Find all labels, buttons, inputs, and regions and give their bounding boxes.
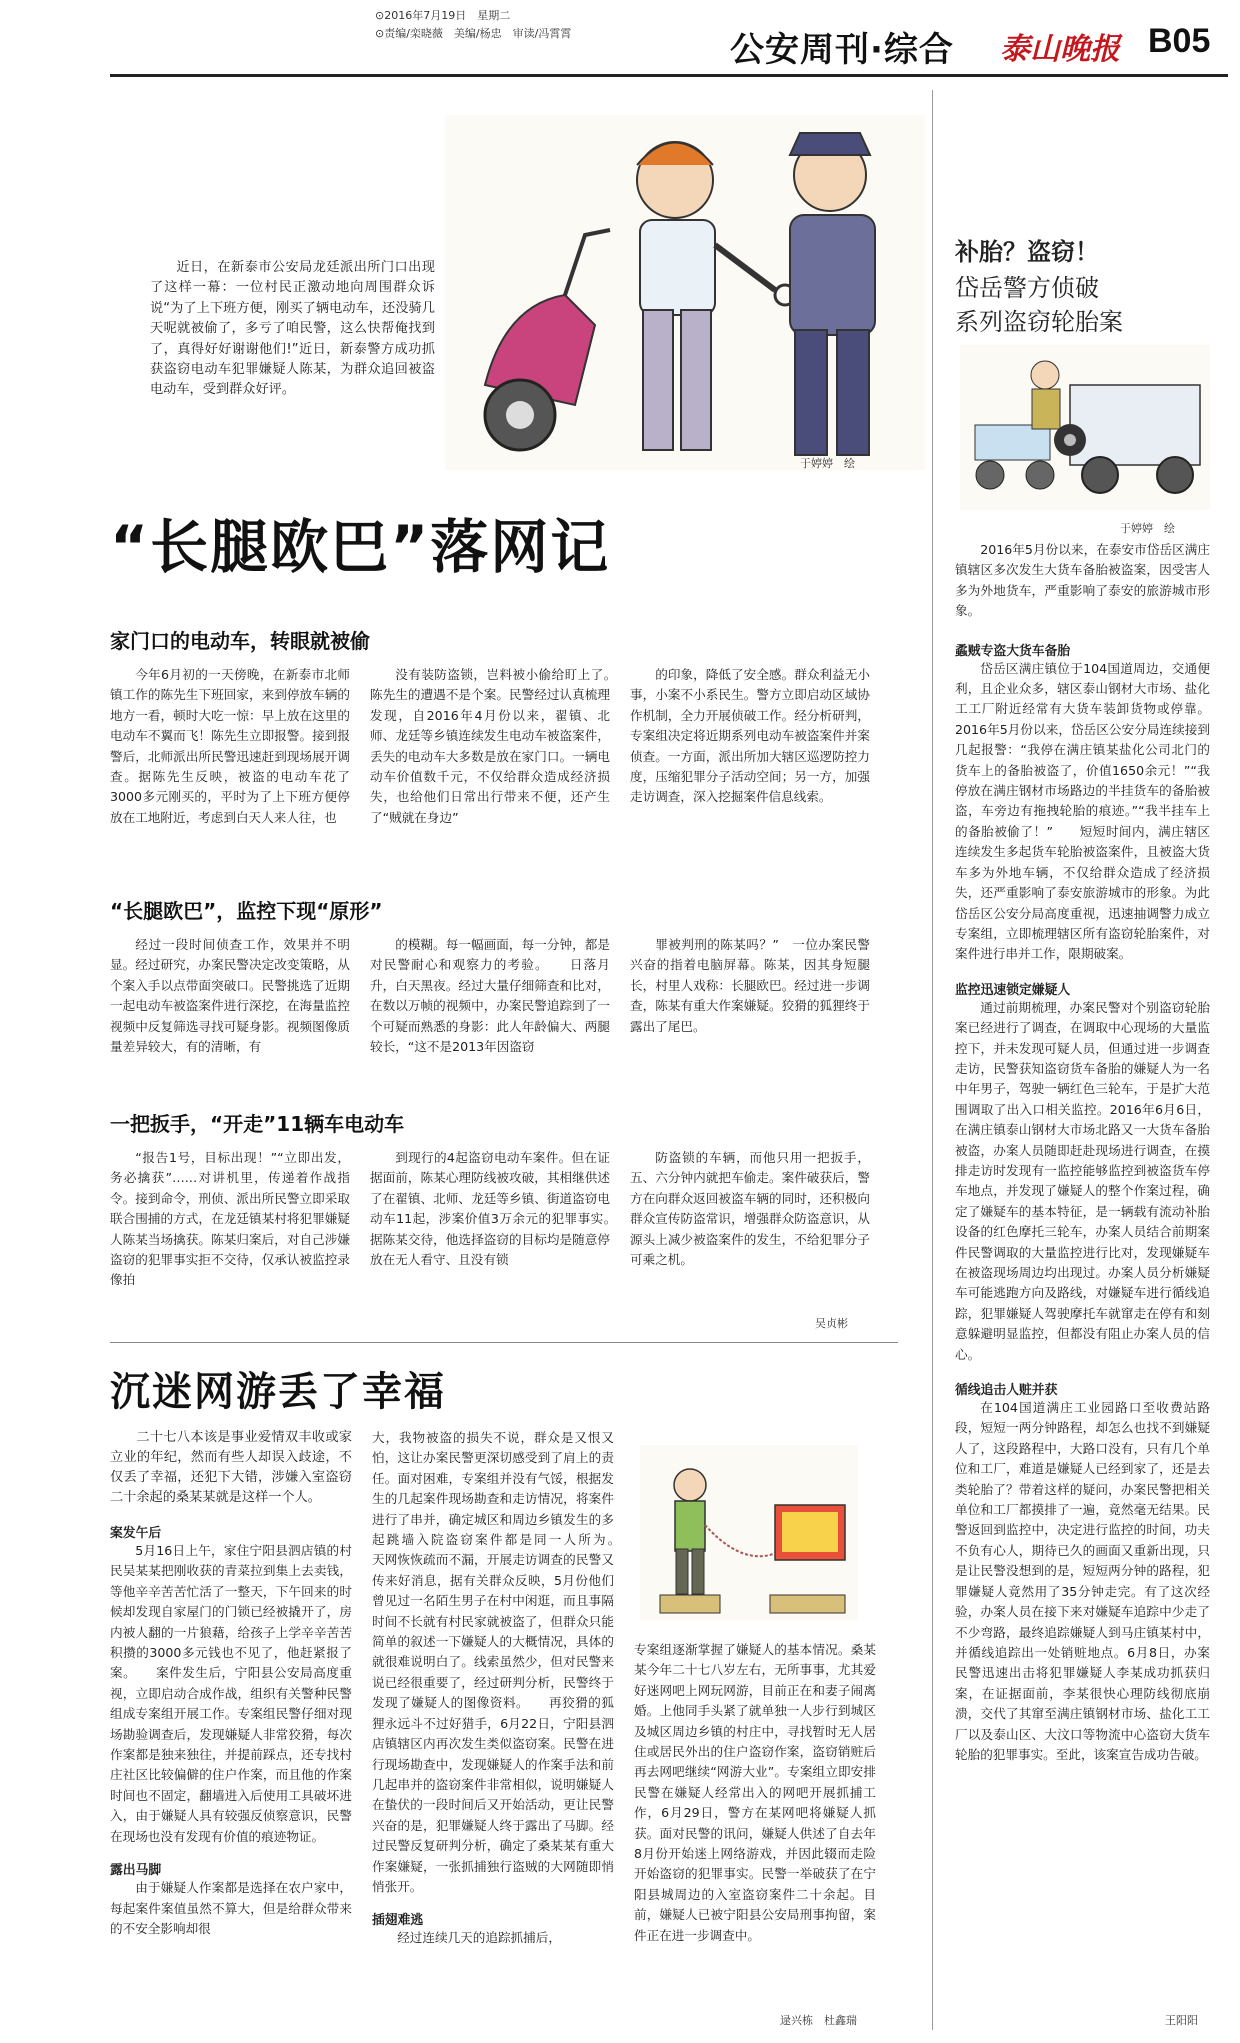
story1-section2-heading: “长腿欧巴”，监控下现“原形” — [110, 899, 383, 923]
story1-section1-heading: 家门口的电动车，转眼就被偷 — [110, 629, 370, 653]
story-divider — [110, 1342, 898, 1343]
story1-s2-col2: 的模糊。每一幅画面，每一分钟，都是对民警耐心和观察力的考验。 日落月升，白天黑夜。经过大量仔细筛查和比对，在数以万帧的视频中，办案民警追踪到了一个可疑而熟悉的身影：此人年龄偏大、两腿较长，“这不是2013年因盗窃 — [370, 937, 610, 1055]
newspaper-logo: 泰山晚报 — [1000, 32, 1120, 67]
story3-col3-text: 专案组逐渐掌握了嫌疑人的基本情况。桑某某今年二十七八岁左右，无所事事，尤其爱好迷网吧上网玩网游，目前正在和妻子闹离婚。上他同手头紧了就单独一人步行到城区及城区周边乡镇的村庄中，寻找暂时无人居住或居民外出的住户盗窃作案，盗窃销赃后再去网吧继续“网游大业”。专案组立即安排民警在嫌疑人经常出入的网吧开展抓捕工作，6月29日，警方在某网吧将嫌疑人抓获。面对民警的讯问，嫌疑人供述了自去年8月份开始迷上网络游戏，并因此辍而走险开始盗窃的犯罪事实。民警一举破获了在宁阳县城周边的入室盗窃案件二十余起。目前，嫌疑人已被宁阳县公安局刑事拘留，案件正在进一步调查中。 — [634, 1642, 876, 1943]
story1-section3-heading: 一把扳手，“开走”11辆车电动车 — [110, 1112, 405, 1136]
story1-s3-col3: 防盗锁的车辆，而他只用一把扳手，五、六分钟内就把车偷走。案件破获后，警方在向群众返回被盗车辆的同时，还积极向群众宣传防盗常识，增强群众防盗意识，从源头上减少被盗案件的发生，不给犯罪分子可乘之机。 — [630, 1150, 870, 1268]
column-divider — [932, 90, 933, 2030]
story1-s1-col3: 的印象，降低了安全感。群众利益无小事，小案不小系民生。警方立即启动区域协作机制，全力开展侦破工作。经分析研判，专案组决定将近期系列电动车被盗案件并案侦查。一方面，派出所加大辖区巡逻防控力度，压缩犯罪分子活动空间；另一方，加强走访调查，深入挖掘案件信息线索。 — [630, 667, 870, 805]
story3-s2-heading: 露出马脚 — [110, 1863, 162, 1879]
story1-s2-col3: 罪被判刑的陈某吗？” 一位办案民警兴奋的指着电脑屏幕。陈某，因其身短腿长，村里人戏称：长腿欧巴。经过进一步调查，陈某有重大作案嫌疑。狡猾的狐狸终于露出了尾巴。 — [630, 937, 870, 1034]
header-rule — [110, 74, 1228, 77]
story2-s2-heading: 监控迅速锁定嫌疑人 — [955, 982, 1071, 998]
page-number: B05 — [1148, 22, 1211, 60]
section-title: 公安周刊·综合 — [730, 30, 954, 70]
story2-subtitle-1: 岱岳警方侦破 — [955, 274, 1099, 302]
story3-s1-text: 5月16日上午，家住宁阳县泗店镇的村民吴某某把刚收获的青菜拉到集上去卖钱，等他辛辛苦苦忙活了一整天，下午回来的时候却发现自家屋门的门锁已经被撬开了，房内被人翻的一片狼藉，给孩子上学辛辛苦苦积攒的3000多元钱也不见了，他赶紧报了案。 案件发生后，宁阳县公安局高度重视，立即启动合成作战，组织有关警种民警组成专案组开展工作。专案组民警仔细对现场勘验调查后，发现嫌疑人非常狡猾，每次作案都是独来独往，并提前踩点，还专找村庄社区比较偏僻的住户作案，而且他的作案时间也不固定，翻墙进入后使用工具破坏进入，由于嫌疑人具有较强反侦察意识，民警在现场也没有发现有价值的痕迹物证。 — [110, 1543, 352, 1844]
story1-s1-col1: 今年6月初的一天傍晚，在新泰市北师镇工作的陈先生下班回家，来到停放车辆的地方一看，顿时大吃一惊：早上放在这里的电动车不翼而飞！陈先生立即报警。接到报警后，北师派出所民警迅速赶到现场展开调查。据陈先生反映，被盗的电动车花了3000多元刚买的，平时为了上下班方便停放在工地附近，考虑到白天人来人往，也 — [110, 667, 350, 825]
story1-intro: 近日，在新泰市公安局龙廷派出所门口出现了这样一幕：一位村民正激动地向周围群众诉说“为了上下班方便，刚买了辆电动车，还没骑几天呢就被偷了，多亏了咱民警，这么快帮俺找到了，真得好好谢谢他们!”近日，新泰警方成功抓获盗窃电动车犯罪嫌疑人陈某，为群众追回被盗电动车，受到群众好评。 — [150, 260, 435, 398]
story3-s3-heading: 插翅难逃 — [372, 1913, 424, 1929]
story2-s1-heading: 蟊贼专盗大货车备胎 — [955, 643, 1071, 659]
editors-line: ⊙责编/栾晓薇 美编/杨忠 审读/冯霄霄 — [375, 27, 572, 40]
story1-s1-col2: 没有装防盗锁，岂料被小偷给盯上了。 陈先生的遭遇不是个案。民警经过认真梳理发现，自2016年4月份以来，翟镇、北师、龙廷等乡镇连续发生电动车被盗案件，丢失的电动车大多数是放在家门口。一辆电动车价值数千元，不仅给群众造成经济损失，也给他们日常出行带来不便，还产生了“贼就在身边” — [370, 667, 636, 825]
story3-s2-text: 由于嫌疑人作案都是选择在农户家中，每起案件案值虽然不算大，但是给群众带来的不安全影响却很 — [110, 1880, 352, 1936]
story2-subtitle-2: 系列盗窃轮胎案 — [955, 308, 1123, 336]
story3-title: 沉迷网游丢了幸福 — [110, 1369, 446, 1415]
story3-col2-text: 大，我物被盗的损失不说，群众是又恨又怕，这让办案民警更深切感受到了肩上的责任。面对困难，专案组并没有气馁，根据发生的几起案件现场勘查和走访情况，将案件进行了串并，确定城区和周边乡镇发生的多起跳墙入院盗窃案件都是同一人所为。 天网恢恢疏而不漏，开展走访调查的民警又传来好消息，据有关群众反映，5月份他们曾见过一名陌生男子在村中闲逛，而且事隔时间不长就有村民家就被盗了，但群众只能简单的叙述一下嫌疑人的大概情况，具体的就很难说明白了。线索虽然少，但对民警来说已经很重要了，经过研判分析，民警终于发现了嫌疑人的图像资料。 再狡猾的狐狸永远斗不过好猎手，6月22日，宁阳县泗店镇辖区内再次发生类似盗窃案。民警在进行现场勘查中，发现嫌疑人的作案手法和前几起串并的盗窃案件非常相似，说明嫌疑人在蛰伏的一段时间后又开始活动，更让民警兴奋的是，犯罪嫌疑人终于露出了马脚。经过民警反复研判分析，确定了桑某某有重大作案嫌疑，一张抓捕独行盗贼的大网随即悄悄张开。 — [372, 1430, 640, 1894]
issue-date: ⊙2016年7月19日 星期二 — [375, 9, 511, 22]
story2-illustration — [960, 345, 1210, 510]
story3-s3-text: 经过连续几天的追踪抓捕后， — [397, 1930, 561, 1946]
story1-s2-col1: 经过一段时间侦查工作，效果并不明显。经过研究，办案民警决定改变策略，从个案入手以点带面突破口。民警挑选了近期一起电动车被盗案件进行深挖，在海量监控视频中反复筛选寻找可疑身影。视频图像质量差异较大，有的清晰，有 — [110, 937, 350, 1055]
story2-s3-heading: 循线追击人赃并获 — [955, 1383, 1058, 1399]
computer-screen-icon — [770, 1505, 845, 1613]
story3-s1-heading: 案发午后 — [110, 1526, 162, 1541]
story1-illustration — [445, 115, 925, 470]
story1-s3-col1: “报告1号，目标出现！”“立即出发，务必擒获”……对讲机里，传递着作战指令。接到命令，刑侦、派出所民警立即采取联合围捕的方式，在龙廷镇某村将犯罪嫌疑人陈某当场擒获。陈某归案后，对自己涉嫌盗窃的犯罪事实拒不交待，仅承认被监控录像拍 — [110, 1150, 350, 1288]
story2-s3-text: 在104国道满庄工业园路口至收费站路段，短短一两分钟路程，却怎么也找不到嫌疑人了，这段路程中，大路口没有，只有几个单位和工厂，难道是嫌疑人已经到家了，还是去类轮胎了？带着这样的疑问，办案民警把相关单位和工厂都摸排了一遍，竟然毫无结果。民警返回到监控中，决定进行监控的时间，功夫不负有心人，期待已久的画面又重新出现，只是让民警没想到的是，短短两分钟的路程，犯罪嫌疑人竟然用了35分钟走完。有了这次经验，办案人员在接下来对嫌疑车追踪中少走了不少弯路，最终追踪嫌疑人到马庄镇某村中，并循线追踪出一处销赃地点。6月8日，办案民警迅速出击将犯罪嫌疑人李某成功抓获归案，在证据面前，李某很快心理防线彻底崩溃，交代了其窜至满庄镇钢材市场、盐化工工厂以及泰山区、大汶口等物流中心盗窃大货车轮胎的犯罪事实。至此，该案宣告成功告破。 — [955, 1400, 1210, 1762]
story1-byline: 吴贞彬 — [815, 1317, 848, 1330]
story3-byline: 逯兴栋 杜鑫瑞 — [780, 2014, 857, 2027]
story1-s3-col2: 到现行的4起盗窃电动车案件。但在证据面前，陈某心理防线被攻破，其相继供述了在翟镇、北师、龙廷等乡镇、街道盗窃电动车11起，涉案价值3万余元的犯罪事实。 据陈某交待，他选择盗窃的目标均是随意停放在无人看守、且没有锁 — [370, 1150, 636, 1268]
story2-illustration-credit: 于婷婷 绘 — [1120, 522, 1175, 535]
story2-s2-text: 通过前期梳理，办案民警对个别盗窃轮胎案已经进行了调查，在调取中心现场的大量监控下，并未发现可疑人员，但通过进一步调查走访，民警获知盗窃货车备胎的嫌疑人为一名中年男子，驾驶一辆红色三轮车，于是扩大范围调取了出入口相关监控。2016年6月6日，在满庄镇泰山钢材大市场北路又一大货车备胎被盗，办案人员随即赶赴现场进行调查，在摸排走访时发现有一监控能够监控到被盗货车停车地点，并发现了嫌疑人的整个作案过程，确定了嫌疑车的基本特征，是一辆载有流动补胎设备的红色摩托三轮车，办案人员结合前期案件民警调取的大量监控进行比对，发现嫌疑车在被盗现场周边均出现过。办案人员分析嫌疑车可能逃跑方向及路线，对嫌疑车进行循线追踪，犯罪嫌疑人驾驶摩托车就窜走在停有和刻意躲避明显监控，但都没有阻止办案人员的信心。 — [955, 999, 1210, 1362]
story1-title: “长腿欧巴”落网记 — [110, 513, 611, 581]
tire-icon — [1054, 424, 1086, 456]
story2-byline: 王阳阳 — [1165, 2014, 1198, 2027]
story2-title: 补胎？盗窃！ — [955, 238, 1099, 266]
story3-intro: 二十七八本该是事业爱情双丰收或家立业的年纪，然而有些人却误入歧途，不仅丢了幸福，还犯下大错，涉嫌入室盗窃二十余起的桑某某就是这样一个人。 — [110, 1430, 352, 1505]
thief-figure — [1031, 361, 1060, 429]
story2-lead: 2016年5月份以来，在泰安市岱岳区满庄镇辖区多次发生大货车备胎被盗案，因受害人多为外地货车，严重影响了泰安的旅游城市形象。 — [955, 542, 1210, 619]
story2-s1-text: 岱岳区满庄镇位于104国道周边，交通便利，且企业众多，辖区泰山钢材大市场、盐化工工厂附近经常有大货车装卸货物或停靠。2016年5月份以来，岱岳区公安分局连续接到几起报警：“我停在满庄镇某盐化公司北门的货车上的备胎被盗了，价值1650余元！”“我停放在满庄钢材市场路边的半挂货车的备胎被盗，车旁边有拖拽轮胎的痕迹。”“我半挂车上的备胎被偷了！” 短短时间内，满庄辖区连续发生多起货车轮胎被盗案件，且被盗大货车多为外地车辆，不仅给群众造成了经济损失，还严重影响了泰安旅游城市的形象。为此岱岳区公安分局高度重视，迅速抽调警力成立专案组，立即梳理辖区所有盗窃轮胎案件，对案件进行串并工作，限期破案。 — [955, 660, 1210, 962]
story3-illustration — [640, 1445, 858, 1620]
story1-illustration-credit: 于婷婷 绘 — [800, 457, 855, 470]
